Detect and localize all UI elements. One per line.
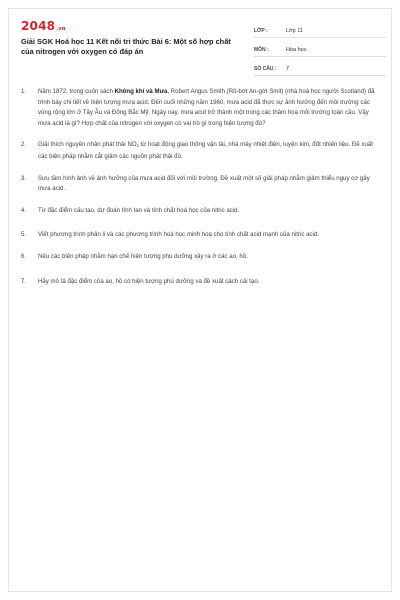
question-text: Hãy mô tả đặc điểm của ao, hồ có hiện tượng phú dưỡng và đề xuất cách cải tạo. (38, 277, 260, 285)
meta-row-class (254, 21, 386, 38)
question-text: Sưu tầm hình ảnh về ảnh hưởng của mưa acid đối với môi trường. Đề xuất một số giải pháp nhằm giảm thiểu nguy cơ gây mưa acid. (38, 174, 370, 193)
question-number: 4. (21, 206, 27, 214)
question-list (21, 87, 381, 287)
meta-row-subject (254, 40, 386, 57)
meta-value: Lớp 11 (286, 28, 303, 34)
question-text: Từ đặc điểm cấu tạo, dự đoán tính tan và tính chất hoá học của nitric acid. (38, 206, 240, 214)
question-item (21, 252, 381, 263)
question-number: 7. (21, 277, 27, 285)
document-title: Giải SGK Hoá học 11 Kết nối tri thức Bài 6: Một số hợp chất của nitrogen với oxygen có đáp án (21, 37, 231, 56)
question-text: Viết phương trình phân li và các phương trình hoá học minh hoạ cho tính chất acid mạnh của nitric acid. (38, 231, 319, 239)
site-logo[interactable] (21, 19, 66, 33)
logo-tld: .vn (56, 26, 66, 32)
logo-text: 2048 (21, 19, 56, 33)
meta-label: MÔN : (254, 47, 269, 53)
question-number: 6. (21, 252, 27, 260)
meta-row-question-count (254, 59, 386, 76)
question-item (21, 206, 381, 217)
question-item (21, 140, 381, 162)
meta-label: LỚP : (254, 28, 268, 34)
question-item (21, 277, 381, 288)
book-title: Không khí và Mưa (114, 88, 168, 95)
question-text: Nêu các biện pháp nhằm hạn chế hiện tượng phú dưỡng xảy ra ở các ao, hồ. (38, 252, 248, 260)
question-item (21, 174, 381, 195)
meta-info (254, 21, 386, 78)
subscript: x (136, 143, 139, 149)
meta-value: 7 (286, 66, 290, 72)
question-number: 2. (21, 141, 27, 149)
question-text: Năm 1872, trong cuốn sách Không khí và Mưa, Robert Angus Smith (Rô-bớt An-gớt Smit) (nhà hoá học người Scotland) đã trình bày chi tiết về hiện tượng mưa acid. Đến cuối những năm 1960, mưa acid đã thực sự ảnh hưởng đến môi trường các vùng rộng lớn ở Tây Âu và Đông Bắc Mỹ. Ngày nay, mưa acid trở thành một trong các thảm hoạ môi trường toàn cầu. Vậy mưa acid là gì? Hợp chất của nitrogen với oxygen có vai trò gì trong hiện tượng đó? (38, 88, 375, 127)
question-item (21, 230, 381, 241)
question-number: 5. (21, 231, 27, 239)
question-item (21, 87, 381, 129)
question-number: 3. (21, 174, 27, 182)
question-number: 1. (21, 88, 27, 95)
meta-value: Hóa học (286, 47, 307, 53)
document-page (8, 8, 392, 592)
meta-label: SỐ CÂU : (254, 66, 277, 72)
question-text: Giải thích nguyên nhân phát thải $NO_x$ từ hoạt động giao thông vận tải, nhà máy nhiệt điện, luyện kim, đốt nhiên liệu. Đề xuất các biện pháp nhằm cắt giảm các nguồn phát thải đó. (38, 141, 373, 160)
